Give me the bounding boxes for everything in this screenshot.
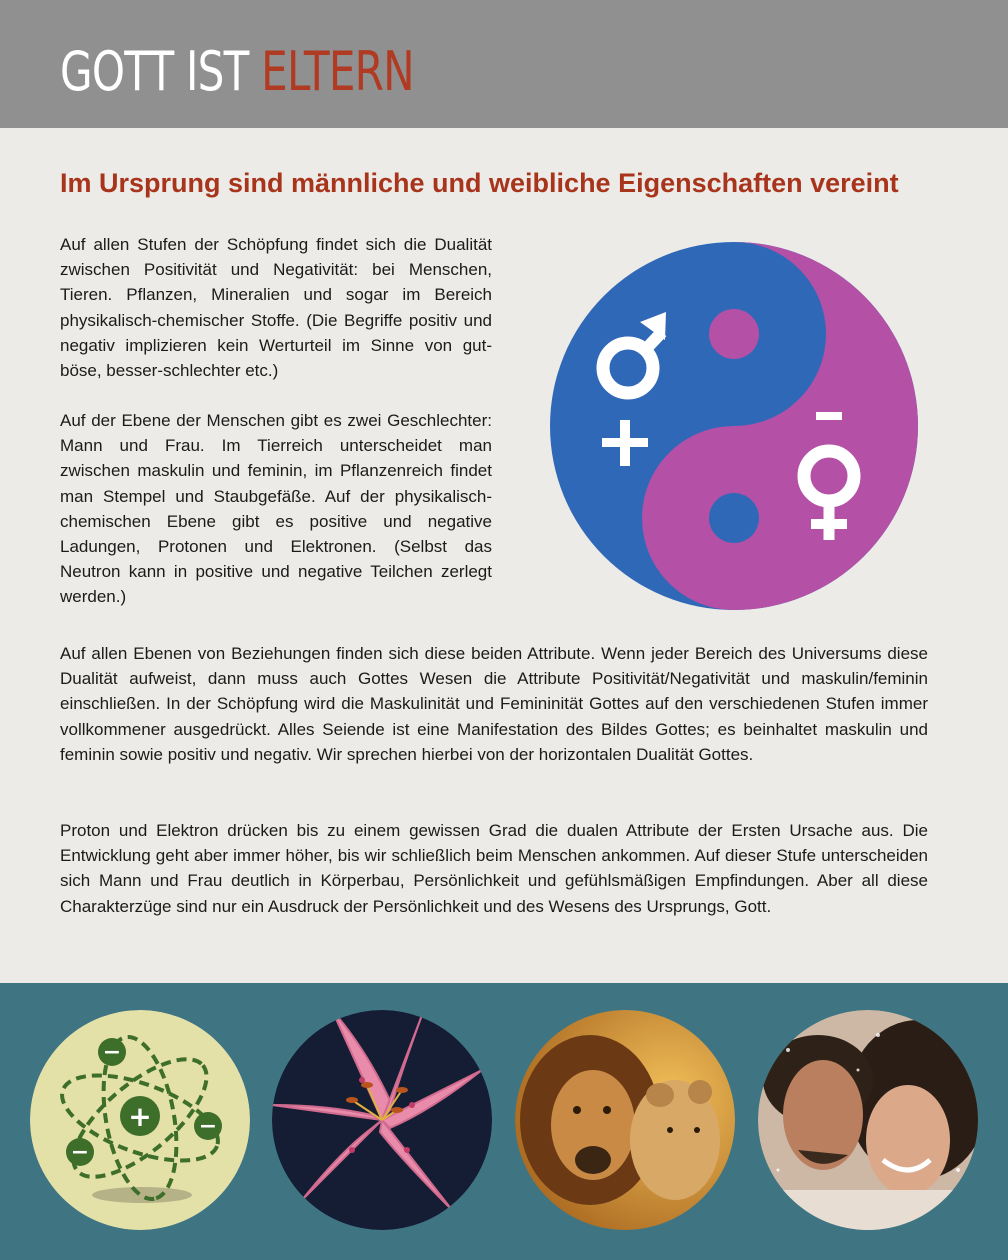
title-part-1: GOTT IST	[60, 40, 262, 103]
section-subtitle: Im Ursprung sind männliche und weibliche Eigenschaften vereint	[60, 168, 899, 198]
page-title	[60, 38, 414, 106]
atom-icon	[30, 1010, 250, 1230]
header-bar	[0, 0, 1008, 128]
minus-sign-icon	[816, 412, 842, 420]
yin-yang-pink-dot	[709, 309, 759, 359]
paragraph-2: Auf der Ebene der Menschen gibt es zwei Geschlechter: Mann und Frau. Im Tierreich unterscheidet man zwischen maskulin und feminin, im Pflanzenreich findet man Stempel und Staubgefäße. Auf der physikalisch-chemischen Ebene gibt es positive und negative Ladungen, Protonen und Elektronen. (Selbst das Neutron kann in positive und negative Teilchen zerlegt werden.)	[60, 411, 492, 607]
couple-photo	[758, 1010, 978, 1230]
electron-label-1: −	[102, 1040, 122, 1065]
lily-flower-photo	[272, 1010, 492, 1230]
title-part-2: ELTERN	[261, 40, 414, 103]
yin-yang-gender-graphic	[548, 240, 920, 612]
yin-yang-blue-dot	[709, 493, 759, 543]
paragraph-1: Auf allen Stufen der Schöpfung findet sich die Dualität zwischen Positivität und Negativität: bei Menschen, Tieren. Pflanzen, Mineralien und sogar im Bereich physikalisch-chemischer Stoffe. (Die Begriffe positiv und negativ implizieren kein Werturteil im Sinne von gut-böse, besser-schlechter etc.)	[60, 235, 492, 381]
lion-pair-photo	[515, 1010, 735, 1230]
paragraph-3: Auf allen Ebenen von Beziehungen finden sich diese beiden Attribute. Wenn jeder Bereich des Universums diese Dualität aufweist, dann muss auch Gottes Wesen die Attribute Positivität/Negativität und maskulin/feminin einschließen. In der Schöpfung wird die Maskulinität und Femininität Gottes auf den verschiedenen Stufen immer vollkommener ausgedrückt. Alles Seiende ist eine Manifestation des Bildes Gottes; es beinhaltet maskulin und feminin sowie positiv und negativ. Wir sprechen hierbei von der horizontalen Dualität Gottes.	[60, 644, 928, 764]
paragraph-4: Proton und Elektron drücken bis zu einem gewissen Grad die dualen Attribute der Ersten Ursache aus. Die Entwicklung geht aber immer höher, bis wir schließlich beim Menschen ankommen. Auf dieser Stufe unterscheiden sich Mann und Frau deutlich in Körperbau, Persönlichkeit und gefühlsmäßigen Empfindungen. Aber all diese Charakterzüge sind nur ein Ausdruck der Persönlichkeit und des Wesens des Ursprungs, Gott.	[60, 821, 928, 916]
electron-label-2: −	[198, 1114, 218, 1139]
electron-label-3: −	[70, 1140, 90, 1165]
proton-label: +	[128, 1100, 152, 1133]
